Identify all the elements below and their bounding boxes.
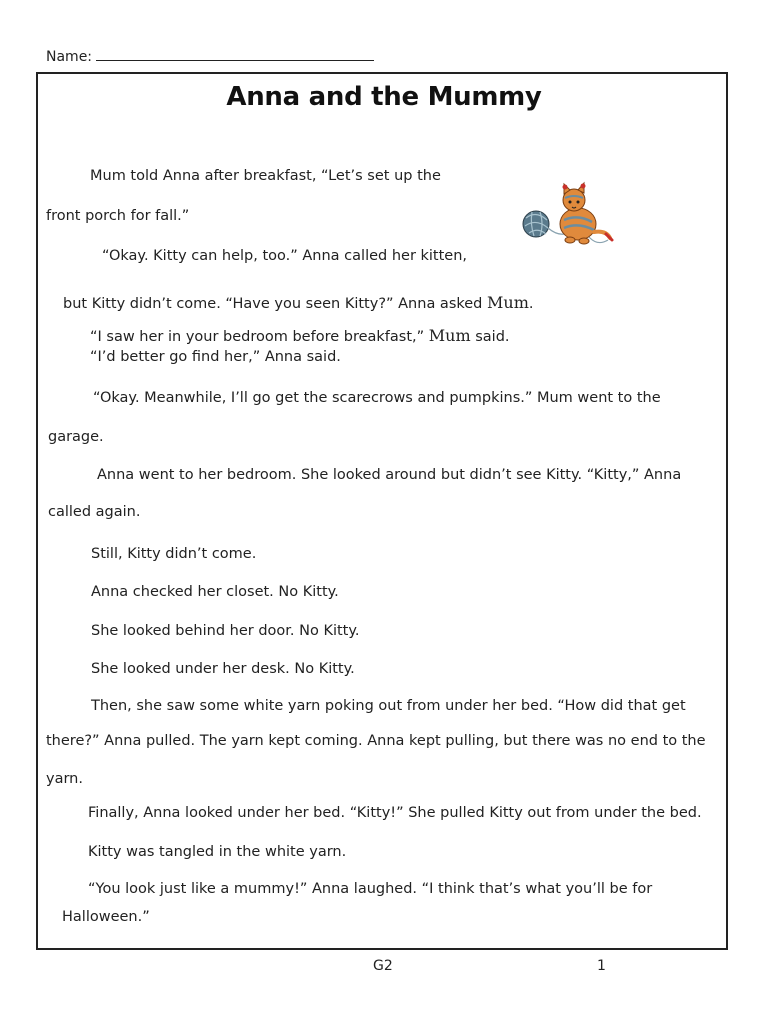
grade-label: G2: [373, 958, 393, 974]
story-line: Anna went to her bedroom. She looked around but didn’t see Kitty. “Kitty,” Anna: [97, 467, 682, 483]
story-line: “Okay. Meanwhile, I’ll go get the scarecrows and pumpkins.” Mum went to the: [93, 390, 661, 406]
story-line: “Okay. Kitty can help, too.” Anna called her kitten,: [102, 248, 468, 264]
name-blank-line[interactable]: [96, 48, 374, 61]
name-field[interactable]: [46, 48, 374, 65]
story-title: Anna and the Mummy: [226, 82, 542, 112]
story-line: Then, she saw some white yarn poking out from under her bed. “How did that get: [91, 698, 686, 714]
story-line: She looked behind her door. No Kitty.: [91, 623, 360, 639]
story-line: Mum told Anna after breakfast, “Let’s set up the: [90, 168, 441, 184]
story-line: “You look just like a mummy!” Anna laughed. “I think that’s what you’ll be for: [88, 881, 653, 897]
story-line: Still, Kitty didn’t come.: [91, 546, 257, 562]
name-label: Name:: [46, 49, 93, 65]
page-number: 1: [597, 958, 606, 974]
story-line: Anna checked her closet. No Kitty.: [91, 584, 339, 600]
story-line: Finally, Anna looked under her bed. “Kitty!” She pulled Kitty out from under the bed.: [88, 805, 702, 821]
story-line: Kitty was tangled in the white yarn.: [88, 844, 347, 860]
story-line: front porch for fall.”: [46, 208, 190, 224]
story-line: yarn.: [46, 771, 83, 787]
story-line: “I saw her in your bedroom before breakfast,” Mum said.: [90, 326, 510, 345]
story-line: called again.: [48, 504, 141, 520]
story-line: garage.: [48, 429, 104, 445]
kitten-with-yarn-icon: [520, 180, 616, 252]
story-line: but Kitty didn’t come. “Have you seen Kitty?” Anna asked Mum.: [63, 293, 534, 312]
story-line: there?” Anna pulled. The yarn kept coming. Anna kept pulling, but there was no end to the: [46, 733, 706, 749]
story-line: She looked under her desk. No Kitty.: [91, 661, 355, 677]
story-line: Halloween.”: [62, 909, 150, 925]
story-line: “I’d better go find her,” Anna said.: [90, 349, 341, 365]
